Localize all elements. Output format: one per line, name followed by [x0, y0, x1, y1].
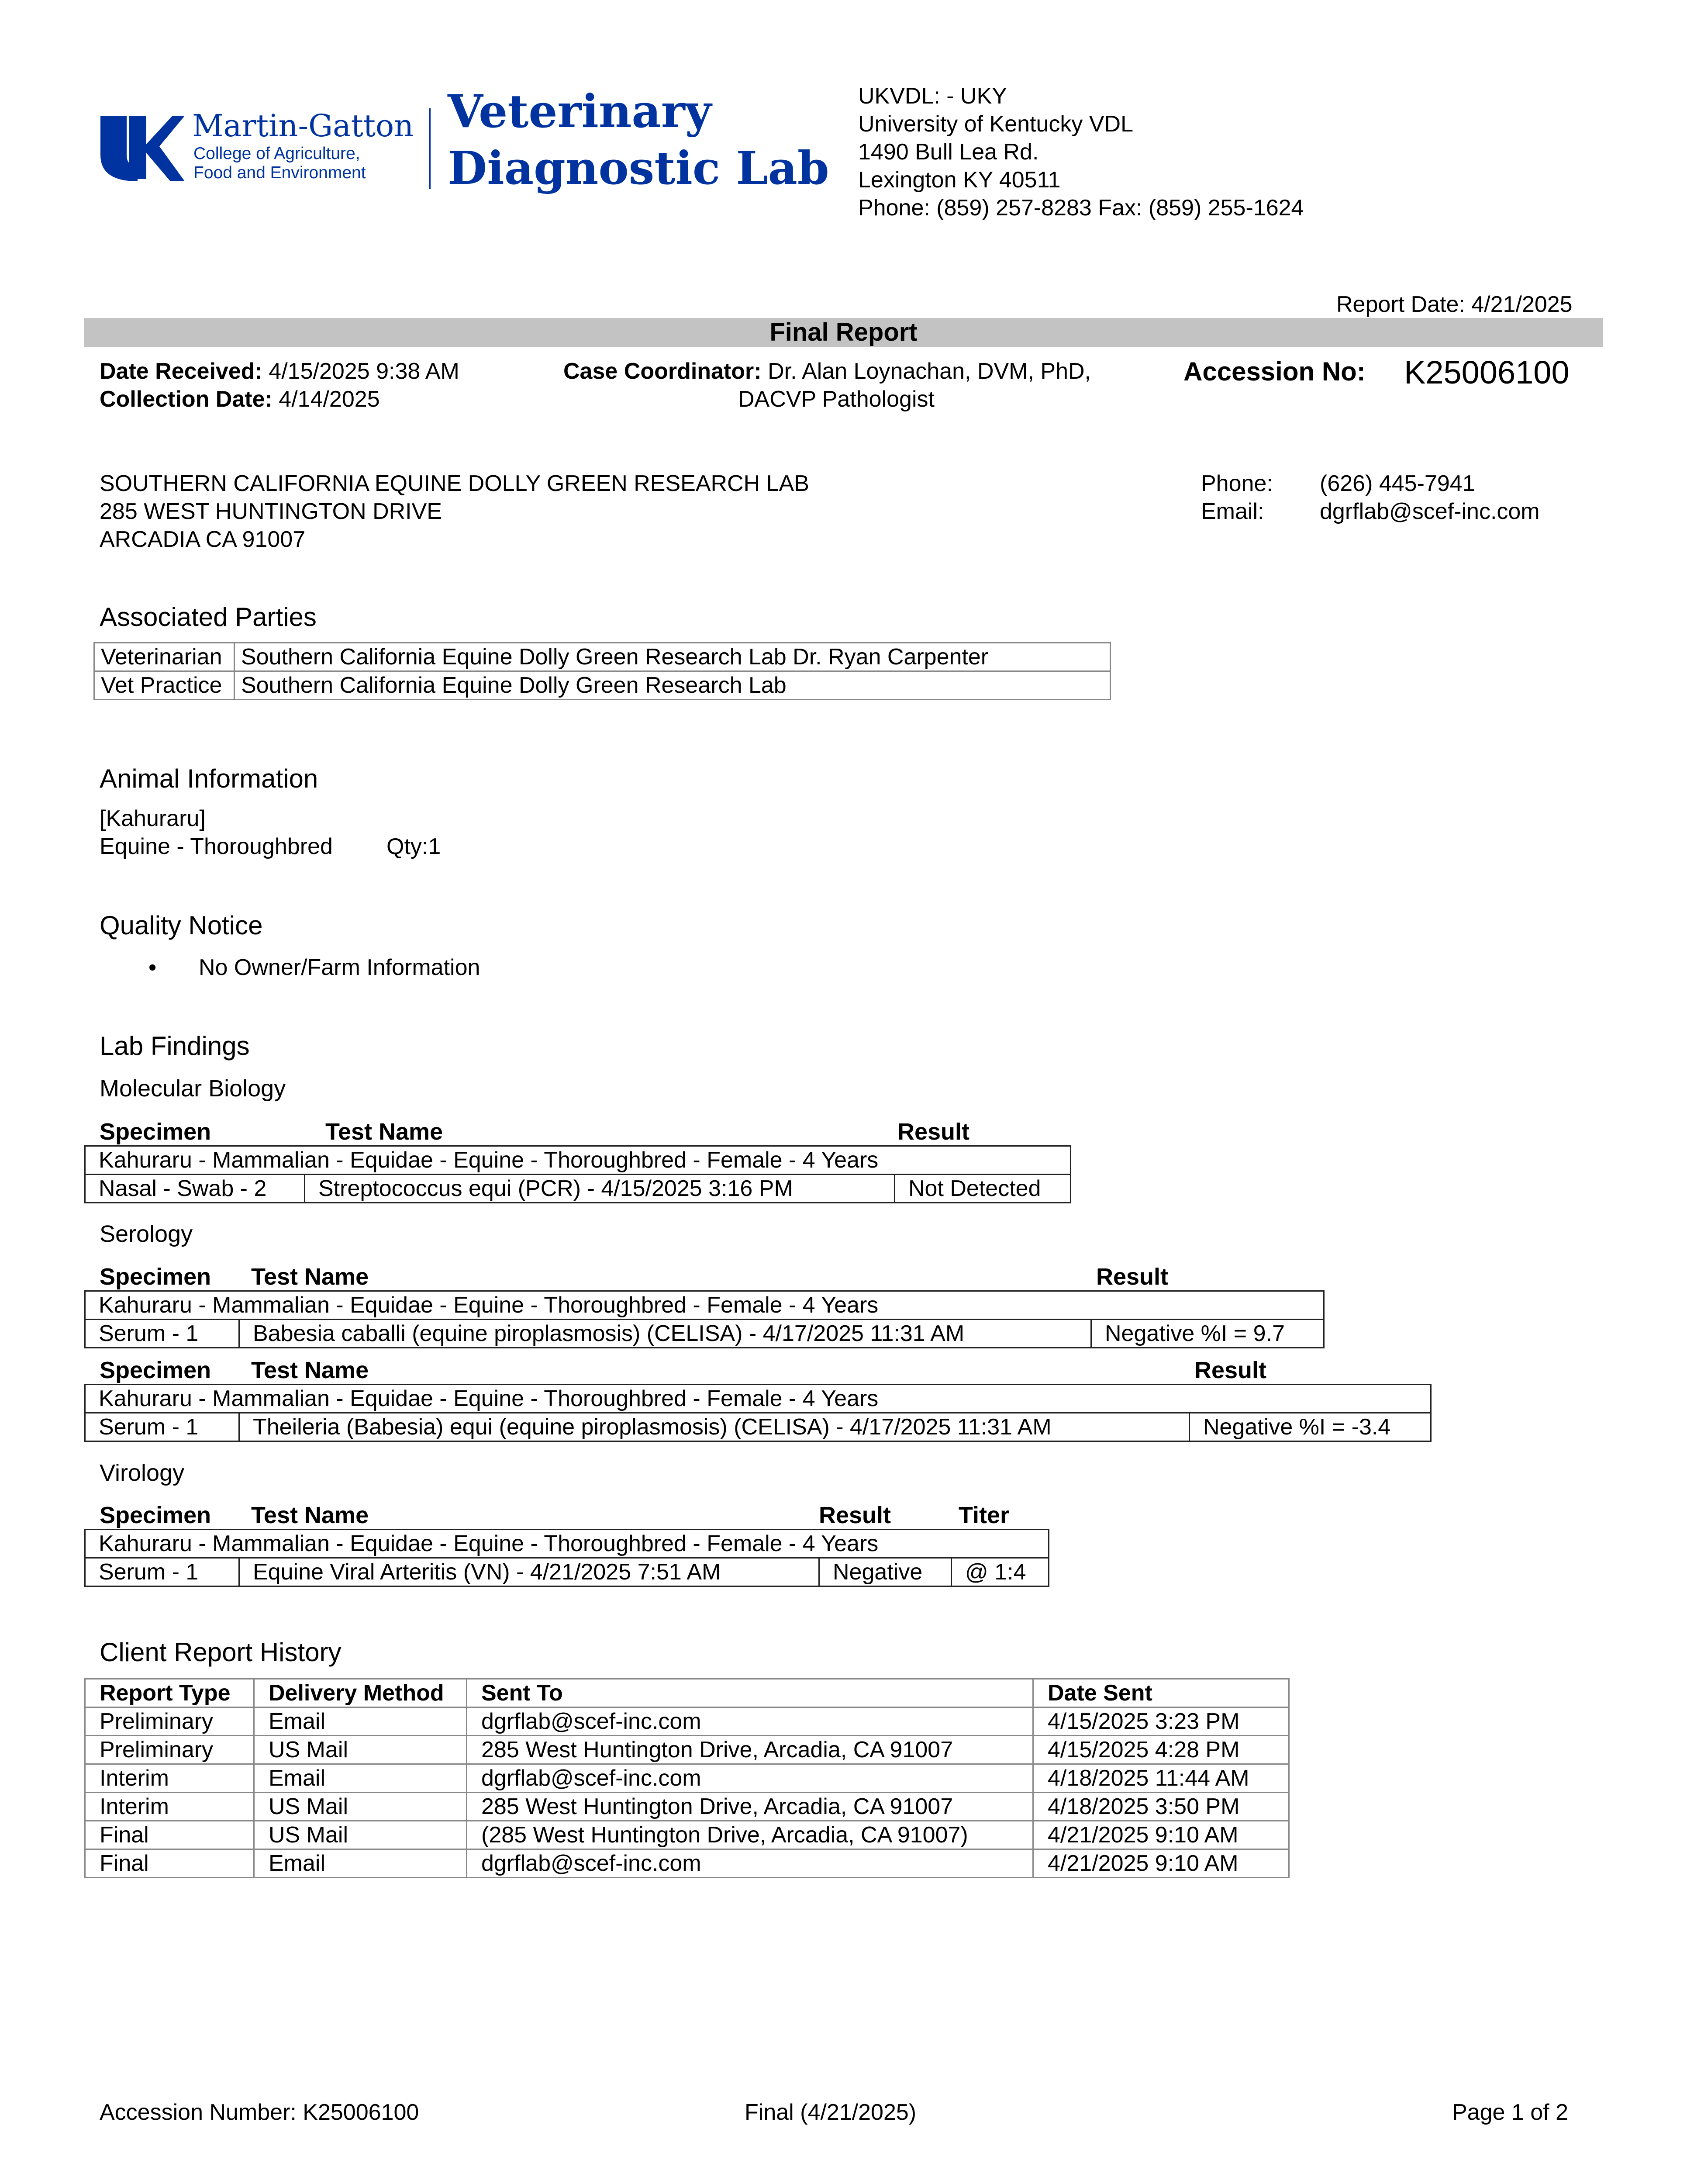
animal-information-title: Animal Information — [100, 764, 318, 793]
col-specimen: Specimen — [100, 1119, 211, 1145]
test-name-cell: Equine Viral Arteritis (VN) - 4/21/2025 7:51 AM — [239, 1558, 819, 1586]
table-row — [85, 1385, 1431, 1413]
report-type-cell: Interim — [85, 1793, 254, 1821]
client-contact-labels — [1201, 470, 1273, 525]
animal-description: Kahuraru - Mammalian - Equidae - Equine - Thoroughbred - Female - 4 Years — [85, 1385, 1431, 1413]
associated-parties-title: Associated Parties — [100, 602, 317, 632]
titer-cell: @ 1:4 — [952, 1558, 1049, 1586]
report-date: Report Date: 4/21/2025 — [1336, 292, 1573, 317]
sent-to-cell: dgrflab@scef-inc.com — [467, 1707, 1033, 1736]
party-name: Southern California Equine Dolly Green Research Lab — [235, 671, 1111, 700]
footer-status: Final (4/21/2025) — [745, 2100, 917, 2125]
accession-label: Accession No: — [1183, 357, 1366, 386]
col-specimen: Specimen — [100, 1264, 211, 1290]
test-name-cell: Babesia caballi (equine piroplasmosis) (CELISA) - 4/17/2025 11:31 AM — [239, 1320, 1091, 1348]
specimen-cell: Serum - 1 — [85, 1413, 239, 1441]
table-row — [85, 1821, 1289, 1849]
college-sub-line1: College of Agriculture, — [193, 144, 360, 163]
svg-text:UK: UK — [142, 179, 143, 180]
table-row — [85, 1175, 1071, 1203]
virology-title: Virology — [100, 1460, 185, 1486]
delivery-method-cell: Email — [254, 1849, 467, 1878]
table-row — [85, 1793, 1289, 1821]
animal-description: Kahuraru - Mammalian - Equidae - Equine - Thoroughbred - Female - 4 Years — [85, 1146, 1071, 1175]
delivery-method-cell: US Mail — [254, 1736, 467, 1764]
molecular-biology-title: Molecular Biology — [100, 1075, 286, 1102]
result-cell: Negative %I = -3.4 — [1190, 1413, 1431, 1441]
lab-address-line: 1490 Bull Lea Rd. — [858, 139, 1039, 165]
lab-findings-title: Lab Findings — [100, 1031, 250, 1061]
animal-description: Kahuraru - Mammalian - Equidae - Equine - Thoroughbred - Female - 4 Years — [85, 1291, 1324, 1320]
header-date-sent: Date Sent — [1033, 1679, 1289, 1707]
delivery-method-cell: Email — [254, 1707, 467, 1736]
header-sent-to: Sent To — [467, 1679, 1033, 1707]
client-phone: (626) 445-7941 — [1320, 471, 1475, 496]
table-row — [85, 1530, 1049, 1558]
report-type-cell: Preliminary — [85, 1736, 254, 1764]
case-coordinator-title: DACVP Pathologist — [738, 387, 935, 412]
sent-to-cell: dgrflab@scef-inc.com — [467, 1764, 1033, 1793]
table-row — [85, 1558, 1049, 1586]
date-sent-cell: 4/15/2025 4:28 PM — [1033, 1736, 1289, 1764]
report-type-cell: Interim — [85, 1764, 254, 1793]
date-sent-cell: 4/21/2025 9:10 AM — [1033, 1821, 1289, 1849]
bullet-icon: • — [148, 955, 157, 980]
table-row — [85, 1320, 1324, 1348]
footer-page-number: Page 1 of 2 — [1452, 2100, 1568, 2125]
case-coordinator: Case Coordinator: Dr. Alan Loynachan, DVM, PhD, — [563, 359, 1091, 384]
col-test-name: Test Name — [325, 1119, 443, 1145]
table-row — [85, 1413, 1431, 1441]
sent-to-cell: (285 West Huntington Drive, Arcadia, CA 91007) — [467, 1821, 1033, 1849]
col-titer: Titer — [959, 1502, 1010, 1528]
logo-divider — [429, 108, 431, 189]
test-name-cell: Streptococcus equi (PCR) - 4/15/2025 3:16 PM — [305, 1175, 895, 1203]
animal-species: Equine - Thoroughbred — [100, 834, 333, 859]
footer-accession-number: Accession Number: K25006100 — [100, 2100, 419, 2125]
party-role: Vet Practice — [94, 671, 235, 700]
lab-address — [858, 82, 1304, 222]
date-sent-cell: 4/15/2025 3:23 PM — [1033, 1707, 1289, 1736]
col-test-name: Test Name — [251, 1264, 369, 1290]
client-contact-values — [1320, 470, 1540, 525]
date-sent-cell: 4/21/2025 9:10 AM — [1033, 1849, 1289, 1878]
client-email: dgrflab@scef-inc.com — [1320, 499, 1540, 524]
report-title-bar: Final Report — [84, 318, 1603, 347]
table-row — [94, 671, 1111, 700]
date-received: Date Received: 4/15/2025 9:38 AM — [100, 359, 459, 384]
table-header-row — [85, 1679, 1289, 1707]
serology-table-1 — [84, 1290, 1325, 1348]
header-report-type: Report Type — [85, 1679, 254, 1707]
serology-title: Serology — [100, 1221, 193, 1247]
party-role: Veterinarian — [94, 643, 235, 671]
sent-to-cell: dgrflab@scef-inc.com — [467, 1849, 1033, 1878]
table-row — [85, 1849, 1289, 1878]
delivery-method-cell: Email — [254, 1764, 467, 1793]
col-result: Result — [1194, 1357, 1267, 1383]
result-cell: Negative %I = 9.7 — [1091, 1320, 1324, 1348]
quality-notice-title: Quality Notice — [100, 911, 263, 940]
client-address-line: ARCADIA CA 91007 — [100, 527, 306, 552]
client-address — [100, 470, 809, 553]
college-name: Martin-Gatton — [192, 108, 414, 144]
table-row — [85, 1707, 1289, 1736]
client-report-history-title: Client Report History — [100, 1638, 342, 1667]
animal-qty: Qty:1 — [386, 834, 441, 859]
table-row — [85, 1291, 1324, 1320]
date-sent-cell: 4/18/2025 3:50 PM — [1033, 1793, 1289, 1821]
date-sent-cell: 4/18/2025 11:44 AM — [1033, 1764, 1289, 1793]
test-name-cell: Theileria (Babesia) equi (equine piroplasmosis) (CELISA) - 4/17/2025 11:31 AM — [239, 1413, 1190, 1441]
table-row — [85, 1764, 1289, 1793]
molecular-biology-table — [84, 1145, 1071, 1203]
lab-name-line1: Veterinary — [448, 84, 712, 138]
email-label: Email: — [1201, 499, 1264, 524]
col-result: Result — [1096, 1264, 1169, 1290]
sent-to-cell: 285 West Huntington Drive, Arcadia, CA 91007 — [467, 1793, 1033, 1821]
delivery-method-cell: US Mail — [254, 1821, 467, 1849]
lab-address-line: Phone: (859) 257-8283 Fax: (859) 255-1624 — [858, 195, 1304, 221]
college-subtitle — [193, 144, 366, 183]
animal-name: [Kahuraru] — [100, 806, 206, 831]
specimen-cell: Serum - 1 — [85, 1320, 239, 1348]
lab-address-line: UKVDL: - UKY — [858, 83, 1007, 109]
uk-logo-icon — [98, 114, 186, 183]
lab-address-line: Lexington KY 40511 — [858, 167, 1061, 193]
animal-description: Kahuraru - Mammalian - Equidae - Equine - Thoroughbred - Female - 4 Years — [85, 1530, 1049, 1558]
serology-table-2 — [84, 1384, 1432, 1442]
sent-to-cell: 285 West Huntington Drive, Arcadia, CA 91007 — [467, 1736, 1033, 1764]
header-delivery-method: Delivery Method — [254, 1679, 467, 1707]
lab-name-line2: Diagnostic Lab — [448, 141, 829, 195]
result-cell: Negative — [819, 1558, 952, 1586]
report-type-cell: Final — [85, 1849, 254, 1878]
result-cell: Not Detected — [895, 1175, 1071, 1203]
associated-parties-table — [93, 642, 1111, 700]
col-specimen: Specimen — [100, 1357, 211, 1383]
client-report-history-table — [84, 1678, 1290, 1878]
accession-number: K25006100 — [1404, 354, 1570, 390]
specimen-cell: Nasal - Swab - 2 — [85, 1175, 305, 1203]
party-name: Southern California Equine Dolly Green Research Lab Dr. Ryan Carpenter — [235, 643, 1111, 671]
table-row — [94, 643, 1111, 671]
phone-label: Phone: — [1201, 471, 1273, 496]
table-row — [85, 1736, 1289, 1764]
col-test-name: Test Name — [251, 1502, 369, 1528]
report-type-cell: Final — [85, 1821, 254, 1849]
col-result: Result — [819, 1502, 891, 1528]
client-address-line: 285 WEST HUNTINGTON DRIVE — [100, 499, 442, 524]
report-type-cell: Preliminary — [85, 1707, 254, 1736]
delivery-method-cell: US Mail — [254, 1793, 467, 1821]
col-result: Result — [897, 1119, 970, 1145]
specimen-cell: Serum - 1 — [85, 1558, 239, 1586]
quality-notice-item: No Owner/Farm Information — [199, 955, 480, 980]
lab-address-line: University of Kentucky VDL — [858, 111, 1134, 137]
college-sub-line2: Food and Environment — [193, 163, 366, 182]
virology-table — [84, 1529, 1049, 1587]
lab-name — [448, 83, 829, 197]
collection-date: Collection Date: 4/14/2025 — [100, 387, 380, 412]
col-test-name: Test Name — [251, 1357, 369, 1383]
table-row — [85, 1146, 1071, 1175]
col-specimen: Specimen — [100, 1502, 211, 1528]
client-name: SOUTHERN CALIFORNIA EQUINE DOLLY GREEN RESEARCH LAB — [100, 471, 809, 496]
